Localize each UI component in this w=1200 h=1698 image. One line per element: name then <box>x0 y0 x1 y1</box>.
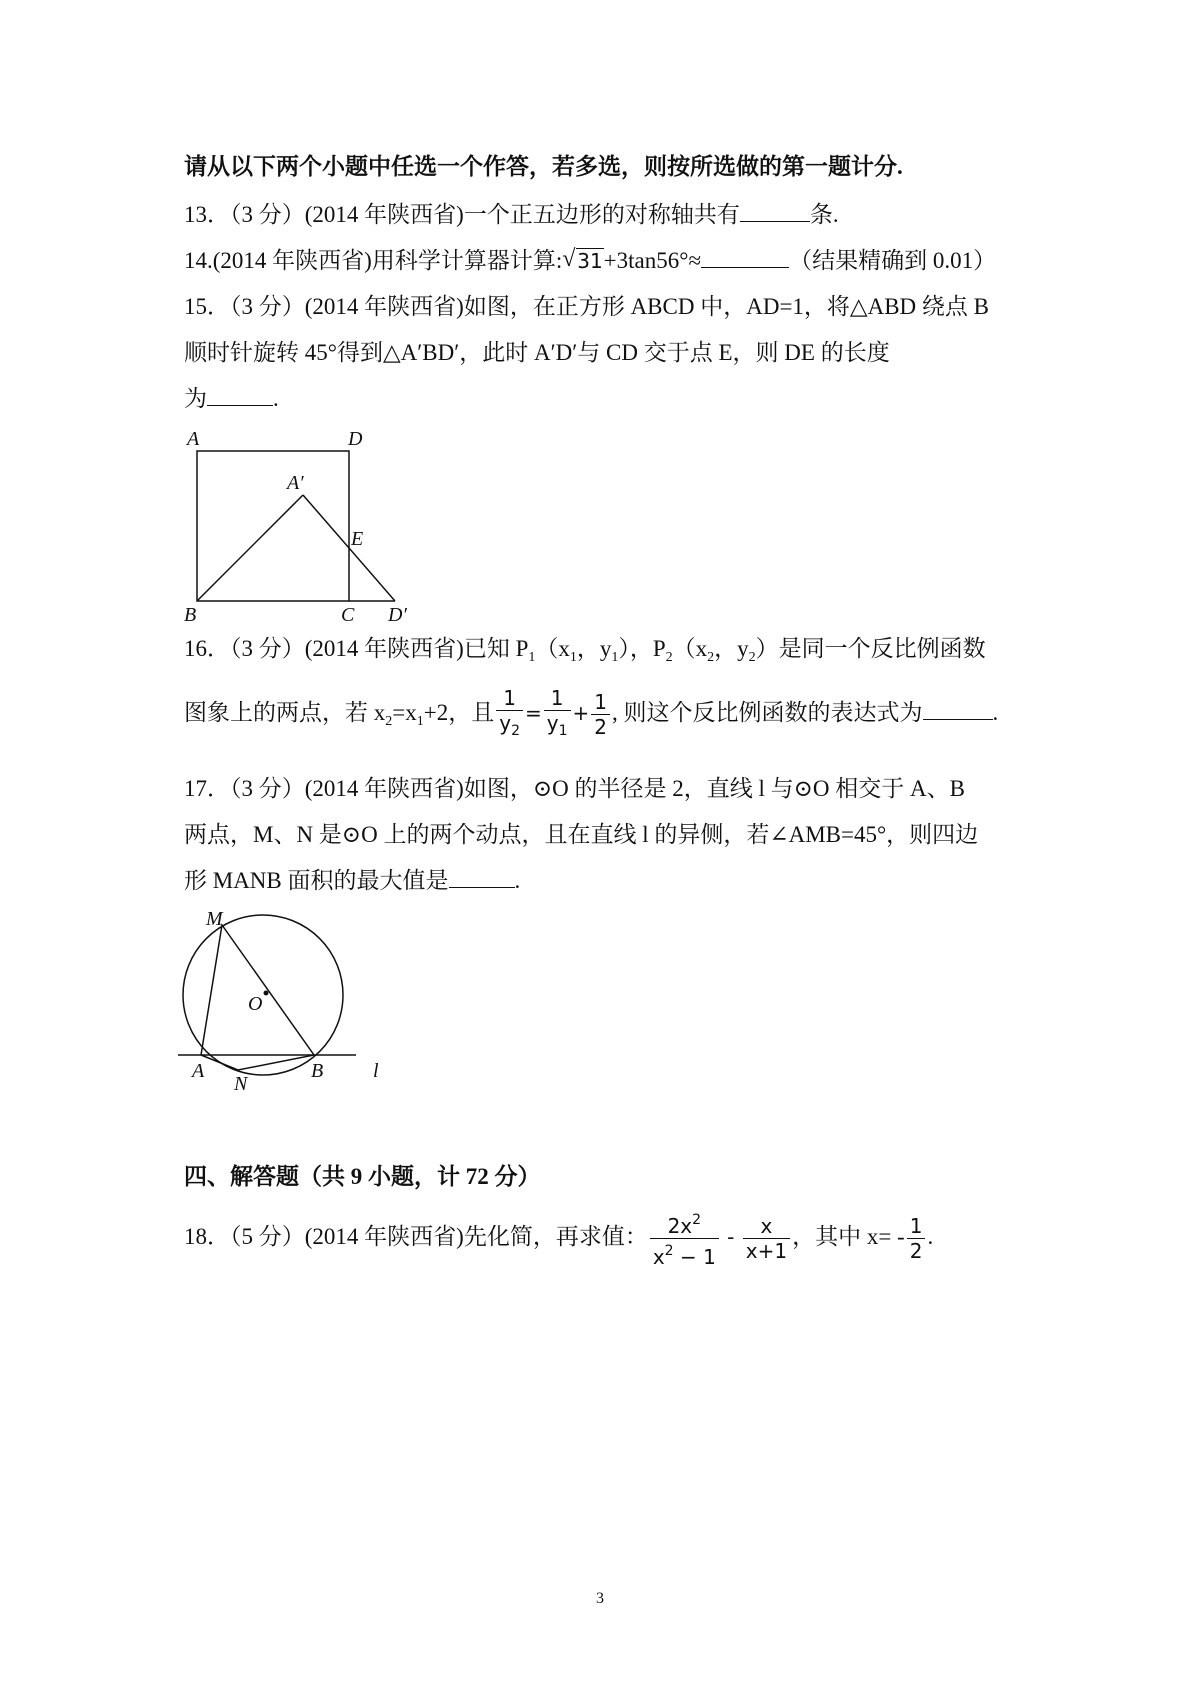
q18-after: . <box>927 1223 934 1249</box>
q16-frac3-num: 1 <box>594 690 608 714</box>
label-b: B <box>184 604 197 625</box>
q16-y2-sub: 2 <box>748 650 756 665</box>
q18-frac2-num: x <box>760 1214 773 1238</box>
q16-text-g: ）是同一个反比例函数 <box>755 636 986 661</box>
circle-o <box>183 915 343 1075</box>
q17-line3 <box>184 866 520 896</box>
q15-line1: 15．（3 分）(2014 年陕西省)如图，在正方形 ABCD 中，AD=1，将△ABD 绕点 B <box>184 294 989 319</box>
q14-radicand: 31 <box>577 249 603 273</box>
q16-frac1-den-y: y <box>499 711 512 735</box>
q14-sqrt <box>562 246 603 276</box>
q13-after: 条. <box>809 202 839 227</box>
label-c: C <box>341 604 355 625</box>
q18-frac1-den <box>650 1238 719 1269</box>
label-b: B <box>311 1060 324 1082</box>
q18-frac1-den-sup: 2 <box>664 1243 674 1259</box>
label-d: D <box>348 428 363 450</box>
q16-text-a: 16．（3 分）(2014 年陕西省)已知 P <box>184 636 529 661</box>
q17-line1: 17．（3 分）(2014 年陕西省)如图，⊙O 的半径是 2，直线 l 与⊙O 相交于 A、B <box>184 776 965 801</box>
q16-frac1-den <box>496 710 523 743</box>
q18-frac2-den: x+1 <box>743 1238 790 1263</box>
segment-ba-prime <box>197 495 303 601</box>
q16-answer-blank <box>923 699 993 720</box>
q16-frac1-num: 1 <box>503 686 516 710</box>
q16-fraction-2 <box>544 686 571 743</box>
q16-after: . <box>992 699 999 725</box>
instruction-text: 请从以下两个小题中任选一个作答，若多选，则按所选做的第一题计分. <box>184 154 903 179</box>
q17-line3-prefix: 形 MANB 面积的最大值是 <box>184 868 449 893</box>
q18-prefix: 18．（5 分）(2014 年陕西省)先化简，再求值： <box>184 1223 648 1249</box>
q18-frac3-den: 2 <box>907 1238 926 1263</box>
q16-frac2-den <box>544 710 571 743</box>
section-4-heading: 四、解答题（共 9 小题，计 72 分） <box>184 1164 541 1189</box>
q18-fraction-2 <box>743 1214 790 1263</box>
label-n: N <box>234 1073 248 1095</box>
q16-line2-d: , 则这个反比例函数的表达式为 <box>612 699 923 725</box>
q18-fraction-1 <box>650 1208 719 1269</box>
q17-line3-after: . <box>514 868 521 893</box>
question-13 <box>184 200 839 230</box>
q15-line3-after: . <box>273 386 279 411</box>
q18-frac1-den-rest: − 1 <box>673 1245 716 1269</box>
q16-frac3-den: 2 <box>591 714 610 739</box>
q15-line3 <box>184 384 279 414</box>
q14-prefix: 14.(2014 年陕西省)用科学计算器计算: <box>184 248 563 273</box>
q18-mid: ，其中 x= - <box>792 1223 905 1249</box>
q15-line3-prefix: 为 <box>184 386 207 411</box>
q18-frac1-num <box>665 1208 704 1238</box>
q16-line2 <box>184 686 998 748</box>
q18-frac3-num: 1 <box>909 1214 923 1238</box>
q17-answer-blank <box>449 867 515 888</box>
q16-frac2-den-sub: 1 <box>558 723 568 739</box>
center-o <box>264 991 269 996</box>
q18-minus: - <box>720 1224 741 1249</box>
label-a: A <box>187 428 200 450</box>
q15-line2: 顺时针旋转 45°得到△A′BD′，此时 A′D′与 CD 交于点 E，则 DE 的长度 <box>184 340 890 365</box>
q14-answer-blank <box>701 247 789 268</box>
q16-p1-sub: 1 <box>528 650 536 665</box>
q16-line2-x1-sub: 1 <box>416 713 424 729</box>
q16-text-f: ，y <box>714 636 749 661</box>
q18-frac1-num-sup: 2 <box>692 1212 702 1228</box>
q16-line2-a: 图象上的两点，若 x <box>184 699 386 725</box>
q16-fraction-3 <box>591 690 610 739</box>
question-18 <box>184 1208 933 1269</box>
label-e: E <box>351 528 364 550</box>
q16-line2-x2-sub: 2 <box>385 713 393 729</box>
q16-x1-sub: 1 <box>569 650 577 665</box>
q17-line2: 两点，M、N 是⊙O 上的两个动点，且在直线 l 的异侧，若∠AMB=45°，则四边 <box>184 822 979 847</box>
q16-text-e: （x <box>672 636 708 661</box>
q16-plus: + <box>572 700 590 725</box>
q13-answer-blank <box>740 201 810 222</box>
page-number: 3 <box>596 1590 604 1607</box>
q18-frac1-den-base: x <box>652 1245 665 1269</box>
q13-text: 13．（3 分）(2014 年陕西省)一个正五边形的对称轴共有 <box>184 202 740 227</box>
label-o: O <box>248 993 263 1015</box>
q15-answer-blank <box>207 385 273 406</box>
q16-x2-sub: 2 <box>707 650 715 665</box>
q17-figure <box>178 905 388 1095</box>
label-l: l <box>373 1060 379 1082</box>
q16-text-c: ，y <box>576 636 612 661</box>
sqrt-icon: √ <box>562 246 576 272</box>
q14-after: （结果精确到 0.01） <box>789 248 997 273</box>
q16-frac2-den-y: y <box>546 711 559 735</box>
q15-figure <box>182 425 412 625</box>
label-d-prime: D′ <box>388 604 407 625</box>
q16-line1 <box>184 634 986 673</box>
q16-p2-sub: 2 <box>665 650 673 665</box>
q14-expr: +3tan56°≈ <box>603 248 702 273</box>
q16-text-d: ），P <box>618 636 666 661</box>
label-m: M <box>206 908 223 930</box>
q18-fraction-3 <box>907 1214 926 1263</box>
q16-frac2-num: 1 <box>550 686 564 710</box>
q16-text-b: （x <box>535 636 570 661</box>
q16-line2-b: =x <box>392 699 417 725</box>
label-a-prime: A′ <box>287 472 304 494</box>
q18-frac1-num-base: 2x <box>667 1214 693 1238</box>
q16-line2-c: +2，且 <box>423 699 495 725</box>
q16-y1-sub: 1 <box>611 650 619 665</box>
label-a: A <box>192 1060 205 1082</box>
q16-frac1-den-sub: 2 <box>511 723 520 739</box>
q16-fraction-1 <box>496 686 523 743</box>
q16-equals: = <box>524 700 542 725</box>
question-14 <box>184 246 996 276</box>
